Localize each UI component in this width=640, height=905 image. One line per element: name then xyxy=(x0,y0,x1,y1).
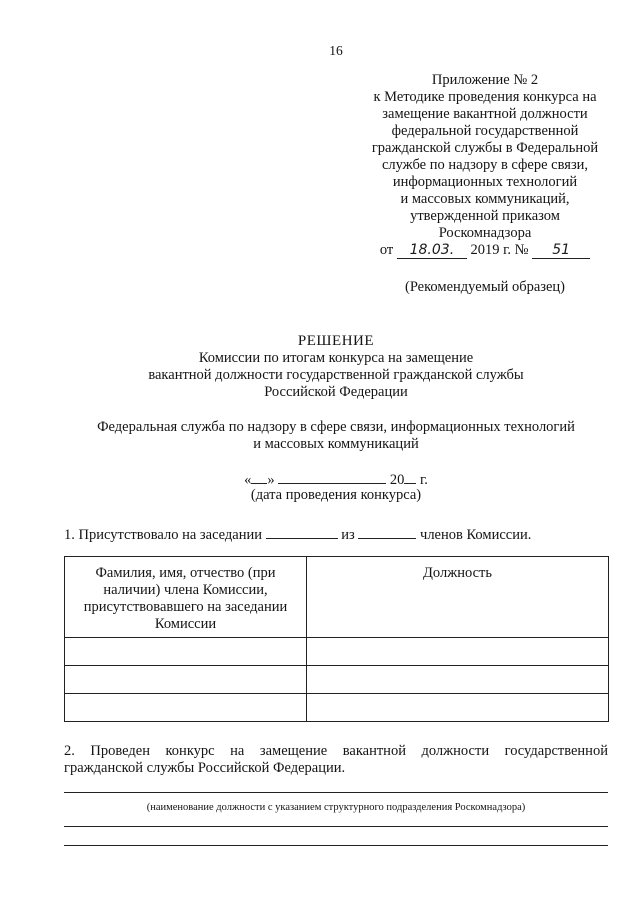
table-cell-position xyxy=(307,694,609,722)
year-suffix: г. xyxy=(419,472,428,488)
appendix-line: Приложение № 2 xyxy=(431,72,539,88)
appendix-line: замещение вакантной должности xyxy=(382,106,588,122)
agency-line: и массовых коммуникаций xyxy=(253,436,419,452)
agency-name xyxy=(60,419,612,453)
members-table xyxy=(64,556,609,722)
appendix-line: и массовых коммуникаций, xyxy=(400,191,570,207)
attendance-mid: из xyxy=(341,527,355,543)
table-cell-name xyxy=(65,666,307,694)
month-blank xyxy=(278,470,386,484)
section-2-word: Проведен xyxy=(90,743,150,759)
section-1-attendance xyxy=(64,525,531,544)
page-number: 16 xyxy=(329,43,343,58)
competition-date-caption: (дата проведения конкурса) xyxy=(250,487,422,503)
decision-subtitle xyxy=(60,350,612,401)
attendance-suffix: членов Комиссии. xyxy=(420,527,532,543)
attendance-prefix: 1. Присутствовало на заседании xyxy=(64,527,263,543)
decision-subtitle-line: вакантной должности государственной гражданской службы xyxy=(148,367,524,383)
section-2-word: на xyxy=(230,743,245,759)
blank-underline xyxy=(64,845,608,846)
table-row xyxy=(65,666,609,694)
position-name-underline xyxy=(64,792,608,793)
handwritten-date: 18.03. xyxy=(397,243,467,259)
appendix-line: к Методике проведения конкурса на xyxy=(373,89,597,105)
table-cell-position xyxy=(307,666,609,694)
section-2-word: 2. xyxy=(64,743,75,759)
section-2-word: должности xyxy=(421,743,490,759)
table-cell-name xyxy=(65,638,307,666)
order-year-text: 2019 г. № xyxy=(470,242,529,258)
order-date-line xyxy=(352,242,618,259)
decision-subtitle-line: Российской Федерации xyxy=(264,384,408,400)
sample-label: (Рекомендуемый образец) xyxy=(404,279,566,295)
appendix-line: гражданской службы в Федеральной xyxy=(371,140,599,156)
appendix-line: утвержденной приказом xyxy=(410,208,560,224)
header-full-name: Фамилия, имя, отчество (при наличии) члена Комиссии, присутствовавшего на заседании Комиссии xyxy=(65,557,307,638)
section-2-line-2: гражданской службы Российской Федерации. xyxy=(64,760,346,776)
order-date-prefix: от xyxy=(379,242,394,258)
appendix-line: службе по надзору в сфере связи, xyxy=(381,157,589,173)
day-blank xyxy=(251,470,267,484)
table-cell-position xyxy=(307,638,609,666)
section-2-line-1 xyxy=(64,743,608,760)
table-cell-name xyxy=(65,694,307,722)
table-row xyxy=(65,638,609,666)
blank-underline xyxy=(64,826,608,827)
section-2-word: вакантной xyxy=(342,743,406,759)
section-2-text xyxy=(64,743,608,777)
agency-line: Федеральная служба по надзору в сфере связи, информационных технологий xyxy=(97,419,575,435)
header-position: Должность xyxy=(307,557,609,638)
quote-open: « xyxy=(244,472,252,488)
handwritten-number: 51 xyxy=(532,243,590,259)
position-name-caption: (наименование должности с указанием структурного подразделения Роскомнадзора) xyxy=(146,802,526,813)
section-2-word: замещение xyxy=(259,743,328,759)
decision-subtitle-line: Комиссии по итогам конкурса на замещение xyxy=(198,350,474,366)
year-prefix: 20 xyxy=(389,472,405,488)
table-header-row xyxy=(65,557,609,638)
present-count-blank xyxy=(266,525,338,539)
quote-close: » xyxy=(267,472,275,488)
year-blank xyxy=(404,470,416,484)
appendix-header xyxy=(352,72,618,259)
appendix-line: федеральной государственной xyxy=(391,123,579,139)
decision-title: РЕШЕНИЕ xyxy=(297,333,375,349)
table-row xyxy=(65,694,609,722)
total-count-blank xyxy=(358,525,416,539)
appendix-line: Роскомнадзора xyxy=(438,225,532,241)
section-2-word: конкурс xyxy=(165,743,215,759)
section-2-word: государственной xyxy=(504,743,608,759)
appendix-line: информационных технологий xyxy=(392,174,578,190)
